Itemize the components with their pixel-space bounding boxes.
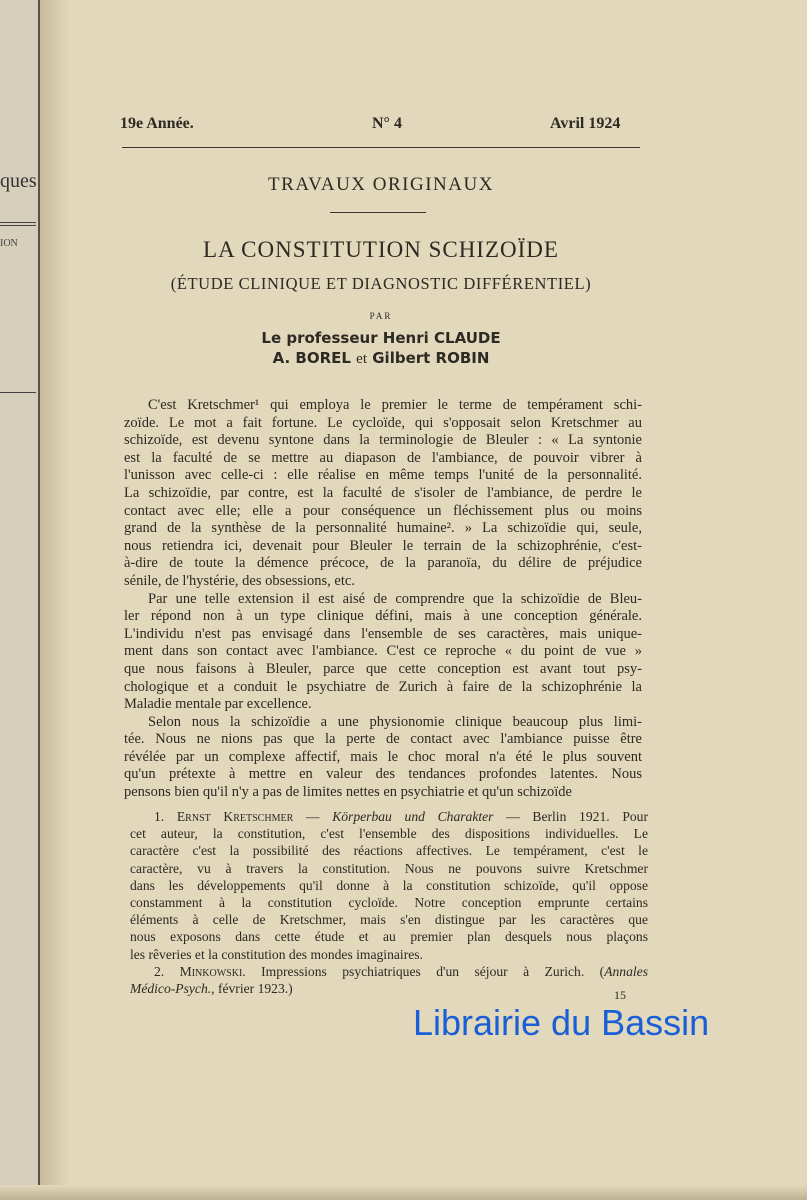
author-name: A. BOREL: [272, 349, 351, 367]
footnote-line: caractère c'est la possibilité des réactions affectives. Le tempérament, c'est le: [130, 843, 648, 859]
footnote-line: constamment à la constitution cycloïde. Notre conception emprunte certains: [130, 894, 648, 910]
header-issue-number: N° 4: [372, 115, 402, 132]
footnote-line: caractère, vu à travers la constitution. Nous ne pouvons suivre Kretschmer: [130, 860, 648, 876]
footnote-line: éléments à celle de Kretschmer, mais s'en distingue par les caractères que: [130, 912, 648, 928]
page-number: 15: [614, 988, 626, 1002]
body-line: qu'un prétexte à mettre en valeur des tendances profondes latentes. Nous: [124, 766, 642, 783]
body-line: ment dans son contact avec l'ambiance. C'est ce reproche « du point de vue »: [124, 643, 642, 660]
body-line: C'est Kretschmer¹ qui employa le premier le terme de tempérament schi-: [148, 397, 642, 413]
author-name: Gilbert ROBIN: [372, 349, 490, 367]
footnote-1-first-line: [130, 808, 648, 825]
footnote-work-title: Körperbau und Charakter: [332, 809, 494, 824]
body-line: pensons bien qu'il n'y a pas de limites nettes en psychiatrie et qu'un schizoïde: [124, 784, 572, 801]
article-body: [124, 397, 642, 802]
adjacent-page-title-fragment: ques: [0, 170, 37, 192]
author-conjunction: et: [356, 351, 367, 367]
footnote-journal: Médico-Psych.: [130, 980, 212, 996]
body-line: tée. Nous ne nions pas que la perte de contact avec l'ambiance puisse être: [124, 731, 642, 748]
body-line: grand de la synthèse de la personnalité humaine². » La schizoïdie qui, seule,: [124, 520, 642, 537]
footnote-line: les rêveries et la constitution des mondes imaginaires.: [130, 946, 423, 962]
adjacent-page-heading-fragment: ION: [0, 238, 18, 249]
body-line: chologique et a conduit le psychiatre de Zurich à faire de la schizophrénie la: [124, 678, 642, 695]
body-line: La schizoïdie, par contre, est la faculté de s'isoler de l'ambiance, de perdre le: [124, 484, 642, 501]
footnote-author: Minkowski.: [179, 963, 246, 979]
article-title: LA CONSTITUTION SCHIZOÏDE: [203, 237, 559, 262]
body-line: que nous faisons à Bleuler, parce que cette conception est avant tout psy-: [124, 660, 642, 677]
body-line: sénile, de l'hystérie, des obsessions, etc.: [124, 572, 355, 589]
divider: [0, 222, 36, 223]
header-rule: [122, 147, 640, 148]
body-line: nous retiendra ici, devenait pour Bleuler le terrain de la schizophrénie, c'est-: [124, 537, 642, 554]
body-line: est la faculté de se mettre au diapason de l'ambiance, de pouvoir vibrer à: [124, 449, 642, 466]
footnote-line: cet auteur, la constitution, c'est l'ensemble des dispositions individuelles. Le: [130, 826, 648, 842]
footnote-journal: Annales: [604, 963, 648, 979]
page-gutter-shadow: [40, 0, 70, 1200]
header-date: Avril 1924: [550, 115, 621, 132]
body-line: schizoïde, est devenu syntone dans la terminologie de Bleuler : « La syntonie: [124, 432, 642, 449]
body-line: Par une telle extension il est aisé de comprendre que la schizoïdie de Bleu-: [148, 590, 642, 607]
footnote-separator: —: [293, 809, 333, 824]
page-bottom-edge: [0, 1185, 807, 1200]
body-line: L'individu n'est pas envisagé dans l'ensemble de ses caractères, mais unique-: [124, 625, 642, 642]
author-line-2: [100, 349, 662, 368]
body-line: ler répond non à un type clinique défini, mais à une conception générale.: [124, 608, 642, 625]
author-name: CLAUDE: [434, 329, 501, 347]
body-line: à-dire de toute la démence précoce, de la paranoïa, du délire de préjudice: [124, 555, 642, 572]
body-line: Maladie mentale par excellence.: [124, 696, 312, 713]
footnotes: [130, 808, 648, 997]
body-line: zoïde. Le mot a fait fortune. Le cycloïde, qui s'opposait selon Kretschmer au: [124, 414, 642, 431]
footnote-1-continuation: [130, 825, 648, 963]
body-line: contact avec elle; elle a pour conséquence un fléchissement plus ou moins: [124, 502, 642, 519]
body-line: révélée par un complexe affectif, mais le choc moral n'a été le plus souvent: [124, 748, 642, 765]
footnote-number: 1.: [154, 809, 165, 824]
footnote-line: dans les développements qu'il donne à la constitution schizoïde, qu'il oppose: [130, 877, 648, 893]
footnote-text: Impressions psychiatriques d'un séjour à Zurich. (: [245, 963, 605, 979]
author-prefix: Le professeur Henri: [261, 329, 429, 347]
footnote-2-second-line: [130, 980, 648, 997]
footnote-text: , février 1923.): [211, 980, 293, 996]
by-label: PAR: [369, 311, 393, 321]
footnote-line: nous exposons dans cette étude et au premier plan desquels nous plaçons: [130, 929, 648, 945]
article-subtitle: (ÉTUDE CLINIQUE ET DIAGNOSTIC DIFFÉRENTIEL): [170, 274, 592, 293]
divider: [0, 225, 36, 226]
adjacent-page-edge: [0, 0, 40, 1200]
watermark: Librairie du Bassin: [413, 1002, 710, 1043]
body-line: l'unisson avec celle-ci : elle réalise en même temps l'unité de la personnalité.: [124, 467, 642, 484]
divider: [0, 392, 36, 393]
section-rule: [330, 212, 426, 213]
footnote-text: — Berlin 1921. Pour: [493, 809, 648, 824]
section-heading: TRAVAUX ORIGINAUX: [268, 174, 494, 195]
header-year: 19e Année.: [120, 115, 194, 132]
body-line: Selon nous la schizoïdie a une physionomie clinique beaucoup plus limi-: [148, 713, 642, 730]
footnote-author: Ernst Kretschmer: [176, 809, 294, 824]
footnote-2-first-line: [130, 963, 648, 980]
footnote-number: 2.: [154, 963, 165, 979]
author-line-1: [100, 329, 662, 347]
